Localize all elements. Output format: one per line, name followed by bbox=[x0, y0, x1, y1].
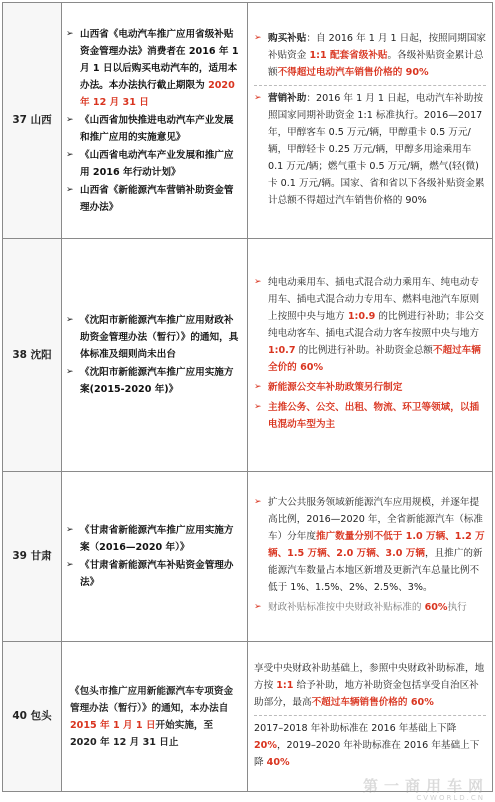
list-item: 《包头市推广应用新能源汽车专项资金管理办法（暂行）》的通知，本办法自 2015 年 1 月 1 日开始实施，至 2020 年 12 月 31 日止 bbox=[70, 685, 234, 748]
subsidy-notes-cell bbox=[248, 239, 493, 472]
list-item: 享受中央财政补助基础上，参照中央财政补助标准，地方按 1:1 给予补助，地方补助资金包括享受自治区补助部分，最高不超过车辆销售价格的 60% bbox=[254, 662, 485, 708]
list-item: ➢ 山西省《电动汽车推广应用省级补贴资金管理办法》消费者在 2016 年 1 月 1 日以后购买电动汽车的，适用本办法。本办法执行截止期限为 2020 年 12 月 31 日 bbox=[66, 26, 242, 111]
watermark-text: 第一商用车网 bbox=[362, 777, 489, 795]
policy-docs-cell bbox=[62, 472, 248, 642]
list-item: ➢ 购买补贴：自 2016 年 1 月 1 日起，按照同期国家补贴资金 1:1 配套省级补贴。各级补贴资金累计总额不得超过电动汽车销售价格的 90% bbox=[254, 30, 486, 81]
list-item: ➢ 山西省《新能源汽车营销补助资金管理办法》 bbox=[66, 182, 242, 216]
policy-table bbox=[2, 2, 493, 792]
table-row bbox=[3, 642, 493, 792]
policy-docs-cell bbox=[62, 239, 248, 472]
divider bbox=[254, 715, 486, 716]
subsidy-notes-cell bbox=[248, 472, 493, 642]
region-cell: 39 甘肃 bbox=[3, 472, 62, 642]
arrow-bullet-icon: ➢ bbox=[66, 560, 74, 570]
list-item: ➢ 《甘肃省新能源汽车推广应用实施方案（2016—2020 年）》 bbox=[66, 522, 242, 556]
arrow-bullet-icon: ➢ bbox=[66, 114, 74, 125]
list-item: ➢ 新能源公交车补助政策另行制定 bbox=[254, 379, 486, 396]
list-item: ➢ 主推公务、公交、出租、物流、环卫等领域，以插电混动车型为主 bbox=[254, 399, 486, 433]
list-item: ➢ 《山西省加快推进电动汽车产业发展和推广应用的实施意见》 bbox=[66, 112, 242, 146]
policy-docs-cell bbox=[62, 642, 248, 792]
list-item: ➢ 《山西省电动汽车产业发展和推广应用 2016 年行动计划》 bbox=[66, 147, 242, 181]
list-item: ➢ 扩大公共服务领域新能源汽车应用规模，并逐年提高比例，2016—2020 年，全省新能源汽车（标准车）分年度推广数量分别不低于 1.0 万辆、1.2 万辆、1.5 万辆、2.0 万辆、3.0 万辆，且推广的新能源汽车数量占本地区新增及更新汽车总量比例不低于 1%、1.5%、2%、2.5%、3%。 bbox=[254, 494, 486, 596]
region-cell: 40 包头 bbox=[3, 642, 62, 792]
table-row bbox=[3, 472, 493, 642]
list-item: ➢ 《沈阳市新能源汽车推广应用实施方案(2015-2020 年)》 bbox=[66, 364, 242, 398]
table-row bbox=[3, 3, 493, 239]
arrow-bullet-icon: ➢ bbox=[254, 382, 262, 392]
arrow-bullet-icon: ➢ bbox=[254, 277, 262, 287]
list-item: ➢ 营销补助：2016 年 1 月 1 日起，电动汽车补助按照国家同期补助资金 1:1 标准执行。2016—2017 年，甲醇客车 0.5 万元/辆，甲醇重卡 0.5 万元/辆，甲醇轻卡 0.25 万元/辆，甲醇多用途乘用车 0.1 万元/辆；燃气重卡 0.5 万元/辆，燃气(轻(微)卡 0.1 万元/辆。国家、省和省以下各级补贴资金累计总额不得超过汽车销售价格的 90% bbox=[254, 90, 486, 209]
subsidy-notes-cell bbox=[248, 642, 493, 792]
list-item: ➢ 财政补贴标准按中央财政补贴标准的 60%执行 bbox=[254, 599, 486, 616]
subsidy-notes-cell bbox=[248, 3, 493, 239]
arrow-bullet-icon: ➢ bbox=[254, 402, 262, 412]
arrow-bullet-icon: ➢ bbox=[66, 28, 74, 39]
region-cell: 38 沈阳 bbox=[3, 239, 62, 472]
arrow-bullet-icon: ➢ bbox=[66, 315, 74, 325]
table-row bbox=[3, 239, 493, 472]
arrow-bullet-icon: ➢ bbox=[254, 497, 262, 507]
list-item: ➢ 《甘肃省新能源汽车补贴资金管理办法》 bbox=[66, 557, 242, 591]
list-item: ➢ 《沈阳市新能源汽车推广应用财政补助资金管理办法（暂行）》的通知，具体标准及细则尚未出台 bbox=[66, 312, 242, 363]
arrow-bullet-icon: ➢ bbox=[254, 602, 262, 612]
policy-docs-cell bbox=[62, 3, 248, 239]
divider bbox=[254, 85, 486, 86]
arrow-bullet-icon: ➢ bbox=[254, 32, 262, 43]
list-item: ➢ 纯电动乘用车、插电式混合动力乘用车、纯电动专用车、插电式混合动力专用车、燃料电池汽车原则上按照中央与地方 1:0.9 的比例进行补助；非公交纯电动客车、插电式混合动力客车按照中央与地方 1:0.7 的比例进行补助。补助资金总额不超过车辆全价的 60% bbox=[254, 274, 486, 376]
arrow-bullet-icon: ➢ bbox=[66, 525, 74, 535]
region-cell: 37 山西 bbox=[3, 3, 62, 239]
watermark-url: CVWORLD.CN bbox=[416, 794, 485, 802]
list-item: 2017–2018 年补助标准在 2016 年基础上下降 20%，2019–2020 年补助标准在 2016 年基础上下降 40% bbox=[254, 722, 480, 768]
arrow-bullet-icon: ➢ bbox=[66, 367, 74, 377]
arrow-bullet-icon: ➢ bbox=[66, 184, 74, 195]
arrow-bullet-icon: ➢ bbox=[254, 92, 262, 103]
arrow-bullet-icon: ➢ bbox=[66, 149, 74, 160]
